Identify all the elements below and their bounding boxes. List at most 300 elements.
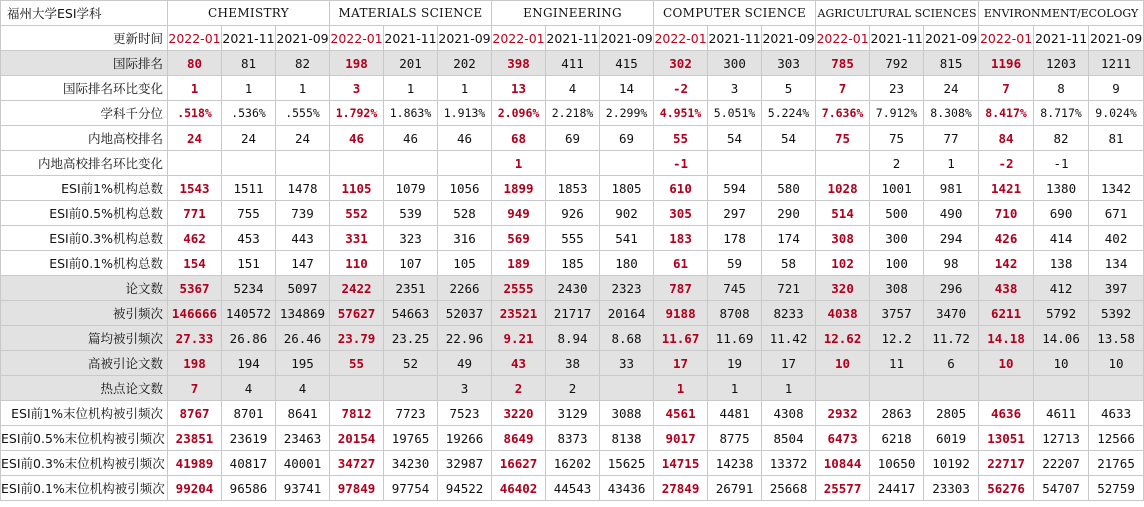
- row-label: 内地高校排名环比变化: [1, 151, 168, 176]
- value-cell: 690: [1034, 201, 1089, 226]
- value-cell: 3220: [492, 401, 546, 426]
- value-cell: 1056: [438, 176, 492, 201]
- row-label: 国际排名: [1, 51, 168, 76]
- value-cell: 43436: [600, 476, 654, 501]
- value-cell: 500: [870, 201, 924, 226]
- value-cell: 1380: [1034, 176, 1089, 201]
- value-cell: 4308: [762, 401, 816, 426]
- value-cell: [816, 376, 870, 401]
- value-cell: 771: [168, 201, 222, 226]
- value-cell: 107: [384, 251, 438, 276]
- value-cell: 552: [330, 201, 384, 226]
- value-cell: 20164: [600, 301, 654, 326]
- value-cell: 1: [762, 376, 816, 401]
- value-cell: 201: [384, 51, 438, 76]
- value-cell: 22207: [1034, 451, 1089, 476]
- value-cell: 27849: [654, 476, 708, 501]
- value-cell: 443: [276, 226, 330, 251]
- value-cell: 12713: [1034, 426, 1089, 451]
- value-cell: 93741: [276, 476, 330, 501]
- value-cell: 1: [222, 76, 276, 101]
- value-cell: 1: [654, 376, 708, 401]
- value-cell: 32987: [438, 451, 492, 476]
- value-cell: 303: [762, 51, 816, 76]
- value-cell: 40001: [276, 451, 330, 476]
- value-cell: 308: [816, 226, 870, 251]
- value-cell: 412: [1034, 276, 1089, 301]
- value-cell: 610: [654, 176, 708, 201]
- value-cell: 94522: [438, 476, 492, 501]
- value-cell: 96586: [222, 476, 276, 501]
- row-label: ESI前0.1%机构总数: [1, 251, 168, 276]
- value-cell: 11.67: [654, 326, 708, 351]
- value-cell: 4: [546, 76, 600, 101]
- value-cell: 10650: [870, 451, 924, 476]
- value-cell: 6019: [924, 426, 979, 451]
- subject-header-row: [1, 1, 1144, 26]
- value-cell: 981: [924, 176, 979, 201]
- value-cell: 2932: [816, 401, 870, 426]
- value-cell: 438: [979, 276, 1034, 301]
- value-cell: 20154: [330, 426, 384, 451]
- value-cell: 739: [276, 201, 330, 226]
- value-cell: 3129: [546, 401, 600, 426]
- value-cell: 54707: [1034, 476, 1089, 501]
- value-cell: 69: [600, 126, 654, 151]
- value-cell: 11.72: [924, 326, 979, 351]
- value-cell: 24: [168, 126, 222, 151]
- value-cell: 98: [924, 251, 979, 276]
- value-cell: 3088: [600, 401, 654, 426]
- value-cell: [276, 151, 330, 176]
- value-cell: 397: [1089, 276, 1144, 301]
- value-cell: 13: [492, 76, 546, 101]
- value-cell: 569: [492, 226, 546, 251]
- value-cell: 202: [438, 51, 492, 76]
- value-cell: 7.912%: [870, 101, 924, 126]
- value-cell: 194: [222, 351, 276, 376]
- value-cell: 138: [1034, 251, 1089, 276]
- value-cell: 57627: [330, 301, 384, 326]
- value-cell: [438, 151, 492, 176]
- value-cell: 294: [924, 226, 979, 251]
- value-cell: 453: [222, 226, 276, 251]
- row-label: 热点论文数: [1, 376, 168, 401]
- row-label: 篇均被引频次: [1, 326, 168, 351]
- value-cell: 1: [492, 151, 546, 176]
- value-cell: 721: [762, 276, 816, 301]
- value-cell: 4481: [708, 401, 762, 426]
- value-cell: 55: [330, 351, 384, 376]
- value-cell: 19266: [438, 426, 492, 451]
- value-cell: 290: [762, 201, 816, 226]
- value-cell: 296: [924, 276, 979, 301]
- value-cell: 539: [384, 201, 438, 226]
- table-row: [1, 326, 1144, 351]
- value-cell: 7723: [384, 401, 438, 426]
- value-cell: 142: [979, 251, 1034, 276]
- value-cell: 8504: [762, 426, 816, 451]
- table-row: [1, 426, 1144, 451]
- row-label: 国际排名环比变化: [1, 76, 168, 101]
- value-cell: 490: [924, 201, 979, 226]
- value-cell: 514: [816, 201, 870, 226]
- value-cell: 426: [979, 226, 1034, 251]
- value-cell: 14: [600, 76, 654, 101]
- table-row: [1, 276, 1144, 301]
- value-cell: 755: [222, 201, 276, 226]
- value-cell: 1: [924, 151, 979, 176]
- value-cell: 25577: [816, 476, 870, 501]
- value-cell: 189: [492, 251, 546, 276]
- value-cell: 5367: [168, 276, 222, 301]
- value-cell: [330, 376, 384, 401]
- value-cell: 52: [384, 351, 438, 376]
- value-cell: 13372: [762, 451, 816, 476]
- date-cell: 2021-09: [1089, 26, 1144, 51]
- value-cell: 178: [708, 226, 762, 251]
- value-cell: 8.94: [546, 326, 600, 351]
- value-cell: 19765: [384, 426, 438, 451]
- value-cell: 4611: [1034, 401, 1089, 426]
- value-cell: 82: [1034, 126, 1089, 151]
- value-cell: 787: [654, 276, 708, 301]
- value-cell: 1543: [168, 176, 222, 201]
- date-cell: 2021-11: [384, 26, 438, 51]
- value-cell: 59: [708, 251, 762, 276]
- value-cell: [546, 151, 600, 176]
- value-cell: 1853: [546, 176, 600, 201]
- value-cell: [924, 376, 979, 401]
- value-cell: 6218: [870, 426, 924, 451]
- value-cell: 6: [924, 351, 979, 376]
- value-cell: [816, 151, 870, 176]
- value-cell: 316: [438, 226, 492, 251]
- value-cell: 38: [546, 351, 600, 376]
- value-cell: 105: [438, 251, 492, 276]
- value-cell: 21765: [1089, 451, 1144, 476]
- value-cell: 15625: [600, 451, 654, 476]
- value-cell: 33: [600, 351, 654, 376]
- value-cell: 5097: [276, 276, 330, 301]
- table-row: [1, 351, 1144, 376]
- value-cell: 414: [1034, 226, 1089, 251]
- value-cell: 5392: [1089, 301, 1144, 326]
- value-cell: .536%: [222, 101, 276, 126]
- value-cell: 7812: [330, 401, 384, 426]
- value-cell: 69: [546, 126, 600, 151]
- subject-engineering: ENGINEERING: [492, 1, 654, 26]
- value-cell: 8233: [762, 301, 816, 326]
- value-cell: 55: [654, 126, 708, 151]
- value-cell: 8373: [546, 426, 600, 451]
- subject-chemistry: CHEMISTRY: [168, 1, 330, 26]
- value-cell: 1: [438, 76, 492, 101]
- value-cell: 4636: [979, 401, 1034, 426]
- subject-environment-ecology: ENVIRONMENT/ECOLOGY: [979, 1, 1144, 26]
- value-cell: 24: [222, 126, 276, 151]
- value-cell: 14.06: [1034, 326, 1089, 351]
- value-cell: 23.79: [330, 326, 384, 351]
- value-cell: 12566: [1089, 426, 1144, 451]
- value-cell: 9.024%: [1089, 101, 1144, 126]
- value-cell: [600, 376, 654, 401]
- value-cell: 9188: [654, 301, 708, 326]
- value-cell: 14.18: [979, 326, 1034, 351]
- value-cell: 198: [168, 351, 222, 376]
- value-cell: 5792: [1034, 301, 1089, 326]
- value-cell: 594: [708, 176, 762, 201]
- value-cell: 23463: [276, 426, 330, 451]
- table-row: [1, 101, 1144, 126]
- value-cell: 24: [924, 76, 979, 101]
- date-cell: 2021-09: [276, 26, 330, 51]
- value-cell: 9017: [654, 426, 708, 451]
- value-cell: 6211: [979, 301, 1034, 326]
- value-cell: 46402: [492, 476, 546, 501]
- table-title: 福州大学ESI学科: [1, 1, 168, 26]
- value-cell: 7: [816, 76, 870, 101]
- value-cell: 140572: [222, 301, 276, 326]
- value-cell: 1.863%: [384, 101, 438, 126]
- value-cell: 2351: [384, 276, 438, 301]
- table-body: [1, 51, 1144, 501]
- update-label: 更新时间: [1, 26, 168, 51]
- table-row: [1, 401, 1144, 426]
- value-cell: 323: [384, 226, 438, 251]
- value-cell: 10: [1034, 351, 1089, 376]
- value-cell: 26.46: [276, 326, 330, 351]
- value-cell: 7: [979, 76, 1034, 101]
- value-cell: 24: [276, 126, 330, 151]
- value-cell: 2323: [600, 276, 654, 301]
- date-cell: 2021-11: [870, 26, 924, 51]
- value-cell: 134869: [276, 301, 330, 326]
- value-cell: 13.58: [1089, 326, 1144, 351]
- value-cell: 26.86: [222, 326, 276, 351]
- value-cell: 2266: [438, 276, 492, 301]
- value-cell: 198: [330, 51, 384, 76]
- value-cell: 320: [816, 276, 870, 301]
- row-label: 高被引论文数: [1, 351, 168, 376]
- value-cell: 19: [708, 351, 762, 376]
- value-cell: 54: [708, 126, 762, 151]
- value-cell: 926: [546, 201, 600, 226]
- value-cell: [330, 151, 384, 176]
- value-cell: 8138: [600, 426, 654, 451]
- value-cell: 34727: [330, 451, 384, 476]
- value-cell: 7: [168, 376, 222, 401]
- value-cell: 8775: [708, 426, 762, 451]
- value-cell: 40817: [222, 451, 276, 476]
- date-cell: 2022-01: [654, 26, 708, 51]
- value-cell: 1478: [276, 176, 330, 201]
- value-cell: 4561: [654, 401, 708, 426]
- value-cell: 411: [546, 51, 600, 76]
- value-cell: 415: [600, 51, 654, 76]
- table-row: [1, 376, 1144, 401]
- value-cell: 902: [600, 201, 654, 226]
- table-row: [1, 76, 1144, 101]
- value-cell: 183: [654, 226, 708, 251]
- value-cell: 462: [168, 226, 222, 251]
- value-cell: 12.2: [870, 326, 924, 351]
- value-cell: -1: [654, 151, 708, 176]
- value-cell: 44543: [546, 476, 600, 501]
- value-cell: 27.33: [168, 326, 222, 351]
- value-cell: [762, 151, 816, 176]
- value-cell: 10: [816, 351, 870, 376]
- table-row: [1, 226, 1144, 251]
- value-cell: 23619: [222, 426, 276, 451]
- value-cell: [870, 376, 924, 401]
- value-cell: 97849: [330, 476, 384, 501]
- value-cell: [1089, 151, 1144, 176]
- value-cell: 25668: [762, 476, 816, 501]
- value-cell: 302: [654, 51, 708, 76]
- value-cell: 2.218%: [546, 101, 600, 126]
- value-cell: 26791: [708, 476, 762, 501]
- date-cell: 2021-11: [546, 26, 600, 51]
- value-cell: 84: [979, 126, 1034, 151]
- value-cell: 2: [492, 376, 546, 401]
- value-cell: 34230: [384, 451, 438, 476]
- value-cell: [1034, 376, 1089, 401]
- value-cell: 2: [870, 151, 924, 176]
- value-cell: 1211: [1089, 51, 1144, 76]
- update-date-row: [1, 26, 1144, 51]
- value-cell: .555%: [276, 101, 330, 126]
- value-cell: 1421: [979, 176, 1034, 201]
- value-cell: 2: [546, 376, 600, 401]
- subject-agricultural-sciences: AGRICULTURAL SCIENCES: [816, 1, 979, 26]
- row-label: ESI前0.3%机构总数: [1, 226, 168, 251]
- value-cell: 185: [546, 251, 600, 276]
- value-cell: 81: [1089, 126, 1144, 151]
- value-cell: 710: [979, 201, 1034, 226]
- value-cell: 1: [384, 76, 438, 101]
- value-cell: 300: [708, 51, 762, 76]
- value-cell: 17: [762, 351, 816, 376]
- value-cell: 16627: [492, 451, 546, 476]
- value-cell: 1: [276, 76, 330, 101]
- value-cell: 745: [708, 276, 762, 301]
- value-cell: 100: [870, 251, 924, 276]
- value-cell: 1: [708, 376, 762, 401]
- value-cell: 97754: [384, 476, 438, 501]
- value-cell: 10: [979, 351, 1034, 376]
- value-cell: 8: [1034, 76, 1089, 101]
- value-cell: 10844: [816, 451, 870, 476]
- value-cell: 154: [168, 251, 222, 276]
- value-cell: 1342: [1089, 176, 1144, 201]
- value-cell: 41989: [168, 451, 222, 476]
- value-cell: 99204: [168, 476, 222, 501]
- date-cell: 2022-01: [168, 26, 222, 51]
- value-cell: 8708: [708, 301, 762, 326]
- value-cell: 54: [762, 126, 816, 151]
- value-cell: 180: [600, 251, 654, 276]
- value-cell: 174: [762, 226, 816, 251]
- value-cell: 2422: [330, 276, 384, 301]
- value-cell: 671: [1089, 201, 1144, 226]
- value-cell: 54663: [384, 301, 438, 326]
- row-label: ESI前0.5%机构总数: [1, 201, 168, 226]
- value-cell: 815: [924, 51, 979, 76]
- value-cell: 14715: [654, 451, 708, 476]
- value-cell: 151: [222, 251, 276, 276]
- value-cell: 8701: [222, 401, 276, 426]
- value-cell: 3: [708, 76, 762, 101]
- value-cell: 46: [330, 126, 384, 151]
- date-cell: 2022-01: [979, 26, 1034, 51]
- table-row: [1, 51, 1144, 76]
- value-cell: 1.792%: [330, 101, 384, 126]
- value-cell: 68: [492, 126, 546, 151]
- value-cell: 1001: [870, 176, 924, 201]
- value-cell: 9: [1089, 76, 1144, 101]
- value-cell: 75: [816, 126, 870, 151]
- value-cell: 398: [492, 51, 546, 76]
- value-cell: 80: [168, 51, 222, 76]
- value-cell: 5: [762, 76, 816, 101]
- value-cell: 49: [438, 351, 492, 376]
- value-cell: 8.417%: [979, 101, 1034, 126]
- value-cell: .518%: [168, 101, 222, 126]
- value-cell: 1511: [222, 176, 276, 201]
- value-cell: 4: [222, 376, 276, 401]
- value-cell: 52759: [1089, 476, 1144, 501]
- value-cell: 3757: [870, 301, 924, 326]
- value-cell: 134: [1089, 251, 1144, 276]
- value-cell: 22.96: [438, 326, 492, 351]
- value-cell: 5.224%: [762, 101, 816, 126]
- value-cell: 22717: [979, 451, 1034, 476]
- value-cell: 2.096%: [492, 101, 546, 126]
- value-cell: [384, 376, 438, 401]
- value-cell: 23: [870, 76, 924, 101]
- value-cell: 331: [330, 226, 384, 251]
- value-cell: 81: [222, 51, 276, 76]
- value-cell: 195: [276, 351, 330, 376]
- value-cell: 4633: [1089, 401, 1144, 426]
- value-cell: 9.21: [492, 326, 546, 351]
- value-cell: 147: [276, 251, 330, 276]
- value-cell: 61: [654, 251, 708, 276]
- value-cell: 1196: [979, 51, 1034, 76]
- value-cell: 4: [276, 376, 330, 401]
- value-cell: 3470: [924, 301, 979, 326]
- value-cell: -1: [1034, 151, 1089, 176]
- date-cell: 2022-01: [816, 26, 870, 51]
- value-cell: 2805: [924, 401, 979, 426]
- value-cell: 13051: [979, 426, 1034, 451]
- value-cell: 8.717%: [1034, 101, 1089, 126]
- value-cell: 2430: [546, 276, 600, 301]
- value-cell: 3: [438, 376, 492, 401]
- value-cell: 1.913%: [438, 101, 492, 126]
- value-cell: 4038: [816, 301, 870, 326]
- date-cell: 2021-09: [438, 26, 492, 51]
- value-cell: 5.051%: [708, 101, 762, 126]
- value-cell: [708, 151, 762, 176]
- table-row: [1, 301, 1144, 326]
- value-cell: [979, 376, 1034, 401]
- value-cell: 300: [870, 226, 924, 251]
- value-cell: [222, 151, 276, 176]
- value-cell: [168, 151, 222, 176]
- row-label: 内地高校排名: [1, 126, 168, 151]
